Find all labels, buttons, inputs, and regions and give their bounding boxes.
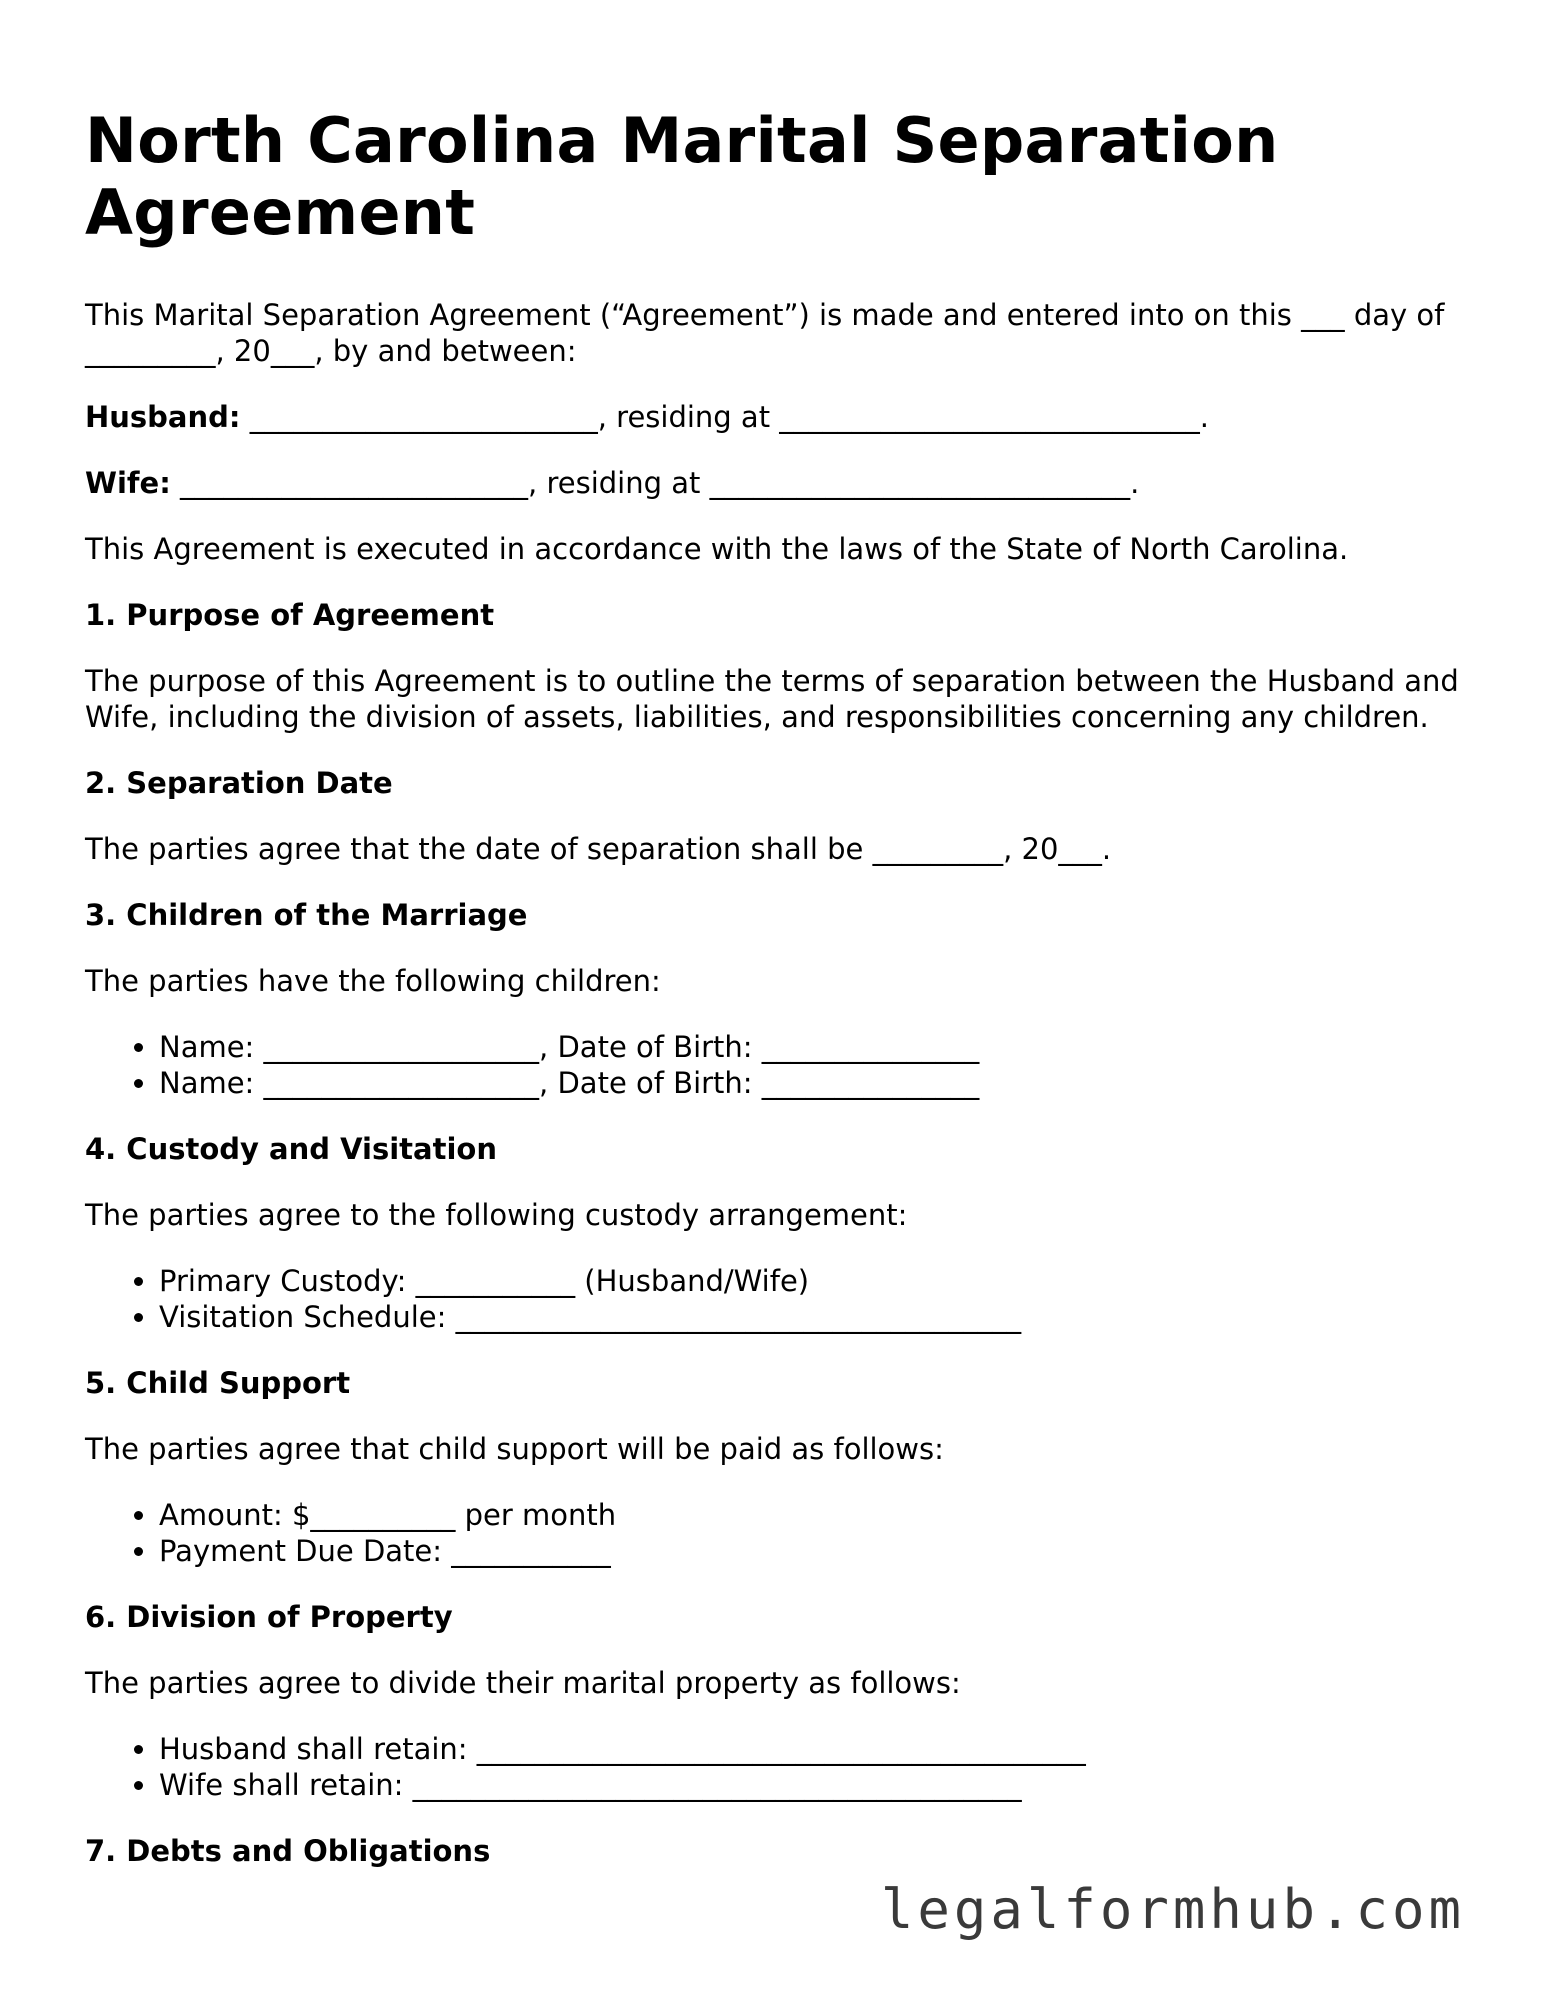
list-item: • Name: ___________________, Date of Birth: _______________	[159, 1065, 1465, 1101]
list-item: • Primary Custody: ___________ (Husband/Wife)	[159, 1263, 1465, 1299]
watermark-logo: legalformhub.com	[880, 1878, 1465, 1941]
section-heading-custody: 4. Custody and Visitation	[85, 1132, 497, 1166]
intro-paragraph: This Marital Separation Agreement (“Agreement”) is made and entered into on this ___ day of _________, 20___, by and between:	[85, 298, 1445, 368]
section-heading-child-support: 5. Child Support	[85, 1366, 351, 1400]
child-support-list	[85, 1497, 1465, 1569]
list-item: • Name: ___________________, Date of Birth: _______________	[159, 1029, 1465, 1065]
custody-list	[85, 1263, 1465, 1335]
section-heading-property: 6. Division of Property	[85, 1600, 453, 1634]
list-item: • Wife shall retain: __________________________________________	[159, 1767, 1465, 1803]
wife-fields: ________________________, residing at _____________________________.	[170, 466, 1140, 500]
section-body-custody: The parties agree to the following custody arrangement:	[85, 1198, 908, 1232]
document-title: North Carolina Marital Separation Agreement	[85, 104, 1279, 249]
section-body-property: The parties agree to divide their marital property as follows:	[85, 1666, 961, 1700]
section-body-child-support: The parties agree that child support will be paid as follows:	[85, 1432, 944, 1466]
wife-label: Wife:	[85, 466, 171, 500]
list-item: • Visitation Schedule: _______________________________________	[159, 1299, 1465, 1335]
children-list	[85, 1029, 1465, 1101]
section-heading-children: 3. Children of the Marriage	[85, 898, 528, 932]
husband-line	[85, 399, 1465, 435]
list-item: • Husband shall retain: __________________________________________	[159, 1731, 1465, 1767]
section-heading-separation-date: 2. Separation Date	[85, 766, 393, 800]
section-body-separation-date: The parties agree that the date of separation shall be _________, 20___.	[85, 832, 1112, 866]
husband-fields: ________________________, residing at _____________________________.	[240, 400, 1210, 434]
list-item: • Payment Due Date: ___________	[159, 1533, 1465, 1569]
section-heading-debts: 7. Debts and Obligations	[85, 1834, 491, 1868]
wife-line	[85, 465, 1465, 501]
law-statement: This Agreement is executed in accordance with the laws of the State of North Carolina.	[85, 532, 1349, 566]
document-page	[85, 105, 1465, 1899]
section-heading-purpose: 1. Purpose of Agreement	[85, 598, 495, 632]
section-body-children: The parties have the following children:	[85, 964, 661, 998]
property-list	[85, 1731, 1465, 1803]
list-item: • Amount: $__________ per month	[159, 1497, 1465, 1533]
section-body-purpose: The purpose of this Agreement is to outline the terms of separation between the Husband and Wife, including the division of assets, liabilities, and responsibilities concerning any children.	[85, 664, 1459, 734]
husband-label: Husband:	[85, 400, 241, 434]
